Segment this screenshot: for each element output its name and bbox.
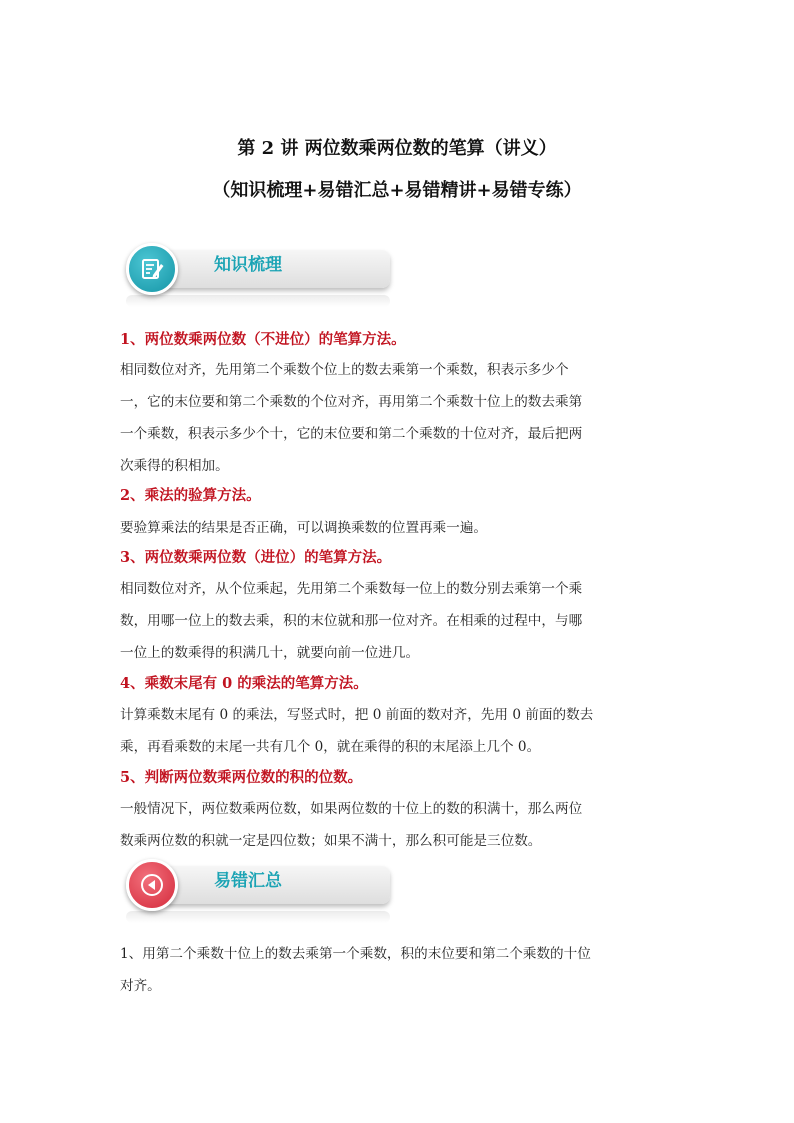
knowledge-item-4-heading: 4、乘数末尾有 0 的乘法的笔算方法。	[120, 675, 368, 692]
text-line: 一，它的末位要和第二个乘数的个位对齐，再用第二个乘数十位上的数去乘第	[120, 394, 583, 410]
text-line: 对齐。	[120, 978, 161, 994]
knowledge-item-1-text	[120, 354, 680, 482]
banner-label: 知识梳理	[214, 255, 282, 275]
error-item-1-text	[120, 938, 680, 1002]
text-line: 数，用哪一位上的数去乘，积的末位就和那一位对齐。在相乘的过程中，与哪	[120, 613, 583, 629]
text-line: 相同数位对齐，先用第二个乘数个位上的数去乘第一个乘数，积表示多少个	[120, 362, 569, 378]
text-line: 计算乘数末尾有 0 的乘法，写竖式时，把 0 前面的数对齐，先用 0 前面的数去	[120, 707, 594, 723]
knowledge-item-3-heading: 3、两位数乘两位数（进位）的笔算方法。	[120, 549, 392, 566]
text-line: 一位上的数乘得的积满几十，就要向前一位进几。	[120, 645, 420, 661]
text-line: 1、用第二个乘数十位上的数去乘第一个乘数，积的末位要和第二个乘数的十位	[120, 946, 591, 962]
section-banner-errors	[122, 862, 390, 908]
page-title: 第 2 讲 两位数乘两位数的笔算（讲义）	[237, 138, 557, 159]
text-line: 乘，再看乘数的末尾一共有几个 0，就在乘得的积的末尾添上几个 0。	[120, 739, 541, 755]
banner-label: 易错汇总	[214, 871, 282, 891]
play-back-icon	[126, 859, 178, 911]
section-banner-knowledge	[122, 246, 390, 292]
banner-reflection	[126, 911, 390, 923]
page-subtitle: （知识梳理+易错汇总+易错精讲+易错专练）	[212, 180, 582, 201]
text-line: 相同数位对齐，从个位乘起，先用第二个乘数每一位上的数分别去乘第一个乘	[120, 581, 583, 597]
text-line: 一个乘数，积表示多少个十，它的末位要和第二个乘数的十位对齐，最后把两	[120, 426, 583, 442]
text-line: 数乘两位数的积就一定是四位数；如果不满十，那么积可能是三位数。	[120, 833, 542, 849]
knowledge-item-2-text	[120, 512, 680, 544]
knowledge-item-1-heading: 1、两位数乘两位数（不进位）的笔算方法。	[120, 331, 406, 348]
knowledge-item-3-text	[120, 573, 680, 669]
text-line: 次乘得的积相加。	[120, 458, 229, 474]
text-line: 要验算乘法的结果是否正确，可以调换乘数的位置再乘一遍。	[120, 520, 488, 536]
knowledge-item-5-text	[120, 793, 680, 857]
text-line: 一般情况下，两位数乘两位数，如果两位数的十位上的数的积满十，那么两位	[120, 801, 583, 817]
knowledge-item-5-heading: 5、判断两位数乘两位数的积的位数。	[120, 769, 363, 786]
banner-reflection	[126, 295, 390, 307]
knowledge-item-4-text	[120, 699, 680, 763]
notepad-pencil-icon	[126, 243, 178, 295]
knowledge-item-2-heading: 2、乘法的验算方法。	[120, 487, 261, 504]
